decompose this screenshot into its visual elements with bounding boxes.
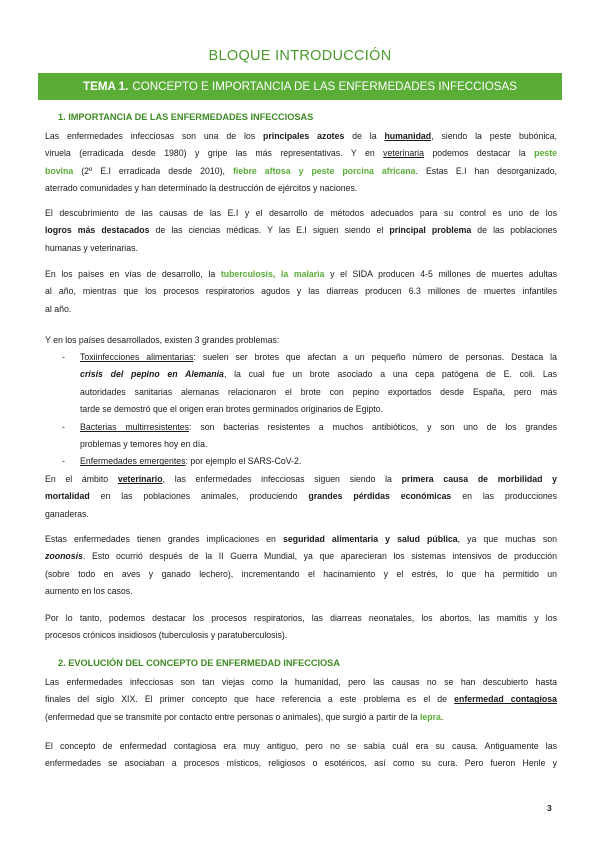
tema-title: CONCEPTO E IMPORTANCIA DE LAS ENFERMEDADES INFECCIOSAS: [132, 80, 517, 93]
list-item: - Bacterias multirresistentes: son bacterias resistentes a muchos antibióticos, y son uno de los grandes problemas y temores hoy en día.: [62, 421, 557, 449]
section-2-title: 2. EVOLUCIÓN DEL CONCEPTO DE ENFERMEDAD INFECCIOSA: [58, 658, 340, 668]
paragraph-8: Las enfermedades infecciosas son tan viejas como la humanidad, pero las causas no se han descubierto hasta finales del siglo XIX. El primer concepto que hace referencia a este problema es el de enfermedad contagiosa (enfermedad que se transmite por contacto entre personas o animales), que surgió a partir de la lepra.: [45, 677, 557, 722]
paragraph-5: En el ámbito veterinario, las enfermedades infecciosas siguen siendo la primera causa de morbilidad y mortalidad en las poblaciones animales, produciendo grandes pérdidas económicas en las producciones ganaderas.: [45, 474, 557, 519]
paragraph-9: El concepto de enfermedad contagiosa era muy antiguo, pero no se sabía cuál era su causa. Antiguamente las enfermedades se asociaban a procesos místicos, religiosos o esotéricos, así como su cura. Pero fueron Henle y: [45, 741, 557, 769]
tema-banner: [38, 73, 562, 100]
paragraph-7: Por lo tanto, podemos destacar los procesos respiratorios, las diarreas neonatales, los abortos, las mamitis y los procesos crónicos insidiosos (tuberculosis y paratuberculosis).: [45, 613, 557, 641]
page-number: 3: [547, 803, 552, 813]
paragraph-4: Y en los países desarrollados, existen 3 grandes problemas:: [45, 335, 280, 345]
paragraph-6: Estas enfermedades tienen grandes implicaciones en seguridad alimentaria y salud pública, ya que muchas son zoonosis. Esto ocurrió después de la II Guerra Mundial, ya que aparecieran los sistemas intensivos de producción (sobre todo en aves y ganado lechero), incrementando el hacinamiento y el estrés, lo que ha permitido un aumento en los casos.: [45, 534, 557, 597]
paragraph-1: Las enfermedades infecciosas son una de los principales azotes de la humanidad, siendo la peste bubónica, viruela (erradicada desde 1980) y gripe las más representativas. Y en veterinaria podemos destacar la peste bovina (2º E.I erradicada desde 2010), fiebre aftosa y peste porcina africana. Estas E.I han desorganizado, aterrado comunidades y han determinado la destrucción de ejércitos y naciones.: [45, 131, 557, 194]
tema-prefix: TEMA 1.: [83, 80, 129, 93]
list-item: - Enfermedades emergentes: por ejemplo el SARS-CoV-2.: [62, 456, 302, 467]
section-1-title: 1. IMPORTANCIA DE LAS ENFERMEDADES INFECCIOSAS: [58, 112, 314, 122]
problems-list: [62, 349, 557, 471]
block-title: BLOQUE INTRODUCCIÓN: [208, 48, 392, 64]
paragraph-2: El descubrimiento de las causas de las E.I y el desarrollo de métodos adecuados para su control es uno de los logros más destacados de las ciencias médicas. Y las E.I siguen siendo el principal problema de las poblaciones humanas y veterinarias.: [45, 208, 557, 253]
paragraph-3: En los países en vías de desarrollo, la tuberculosis, la malaria y el SIDA producen 4-5 millones de muertes adultas al año, mientras que los procesos respiratorios agudos y las diarreas producen 6.3 millones de muertes infantiles al año.: [45, 269, 557, 314]
list-item: - Toxiinfecciones alimentarias: suelen ser brotes que afectan a un pequeño número de personas. Destaca la crisis del pepino en Alemania, la cual fue un brote asociado a una cepa patógena de E. coli. Las autoridades sanitarias alemanas relacionaron el brote con pepino exportados desde España, pero más tarde se demostró que el origen eran brotes germinados originarios de Egipto.: [62, 352, 557, 415]
